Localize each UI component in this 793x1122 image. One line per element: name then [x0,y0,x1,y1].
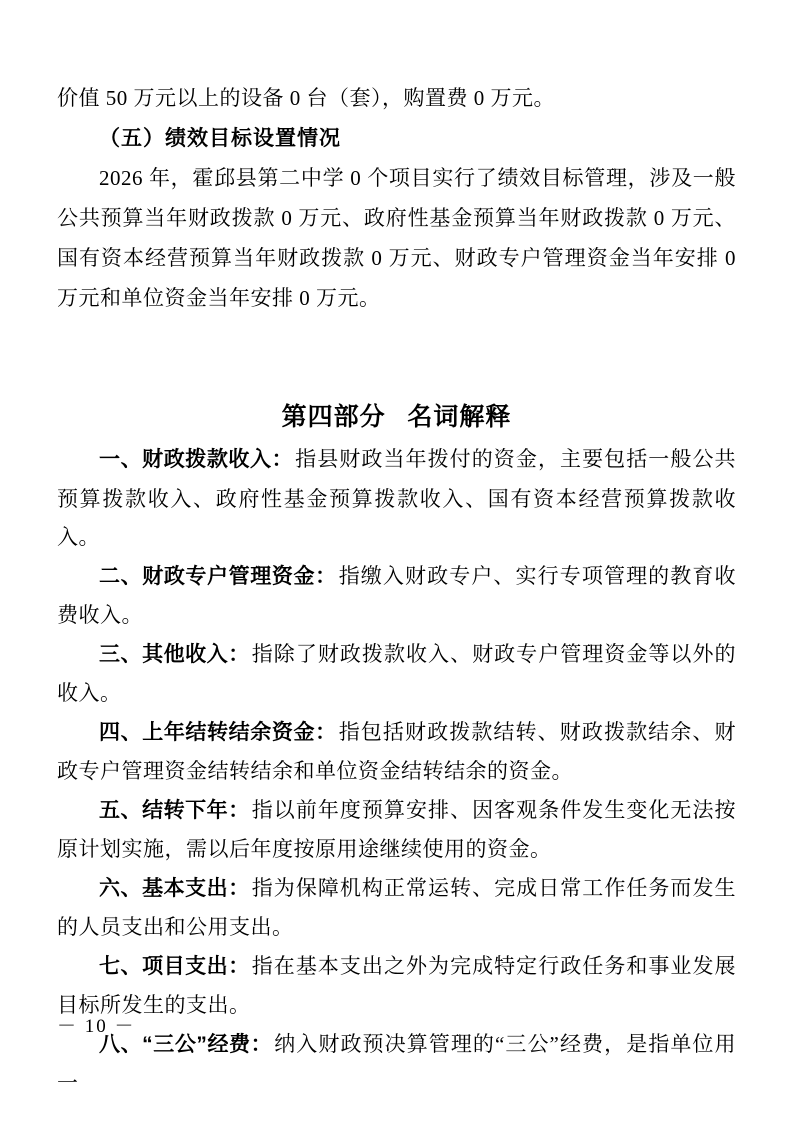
definition-text: 指县财政当年拨付的资金，主要包括一般公共预算拨款收入、政府性基金预算拨款收入、国有资本经营预算拨款收入。 [57,447,737,549]
definition-term: 七、项目支出： [99,954,250,978]
definition-text: 指包括财政拨款结转、财政拨款结余、财政专户管理资金结转结余和单位资金结转结余的资金。 [57,719,737,783]
definition-item [57,713,736,791]
page-number: － 10 － [57,1016,136,1037]
definition-term: 四、上年结转结余资金： [99,720,337,744]
definition-text: 纳入财政预决算管理的“三公”经费，是指单位用一 [57,1031,737,1095]
definition-item [57,869,736,947]
definition-text: 指在基本支出之外为完成特定行政任务和事业发展目标所发生的支出。 [57,953,736,1017]
definition-item [57,557,736,635]
definition-item [57,440,736,557]
definitions-list [57,440,736,1103]
definition-term: 一、财政拨款收入： [99,448,294,471]
page-content [57,78,736,1103]
part-heading-glossary: 第四部分 名词解释 [281,403,512,431]
definition-term: 二、财政专户管理资金： [99,564,337,588]
definition-term: 八、“三公”经费： [99,1032,273,1056]
paragraph-performance-targets-body: 2026 年，霍邱县第二中学 0 个项目实行了绩效目标管理，涉及一般公共预算当年财政拨款 0 万元、政府性基金预算当年财政拨款 0 万元、国有资本经营预算当年财政拨款 0 万元、财政专户管理资金当年安排 0 万元和单位资金当年安排 0 万元。 [57,166,736,310]
definition-term: 五、结转下年： [99,798,250,822]
definition-item [57,947,736,1025]
paragraph-equipment-value: 价值 50 万元以上的设备 0 台（套），购置费 0 万元。 [57,86,555,110]
subsection-heading-performance-targets: （五）绩效目标设置情况 [99,126,341,150]
definition-term: 六、基本支出： [99,876,250,900]
definition-text: 指为保障机构正常运转、完成日常工作任务而发生的人员支出和公用支出。 [57,875,736,939]
definition-text: 指除了财政拨款收入、财政专户管理资金等以外的收入。 [57,641,736,705]
definition-term: 三、其他收入： [99,642,250,666]
definition-text: 指缴入财政专户、实行专项管理的教育收费收入。 [57,563,737,627]
definition-item [57,1025,736,1103]
definition-item [57,635,736,713]
definition-text: 指以前年度预算安排、因客观条件发生变化无法按原计划实施，需以后年度按原用途继续使用的资金。 [57,797,736,861]
definition-item [57,791,736,869]
